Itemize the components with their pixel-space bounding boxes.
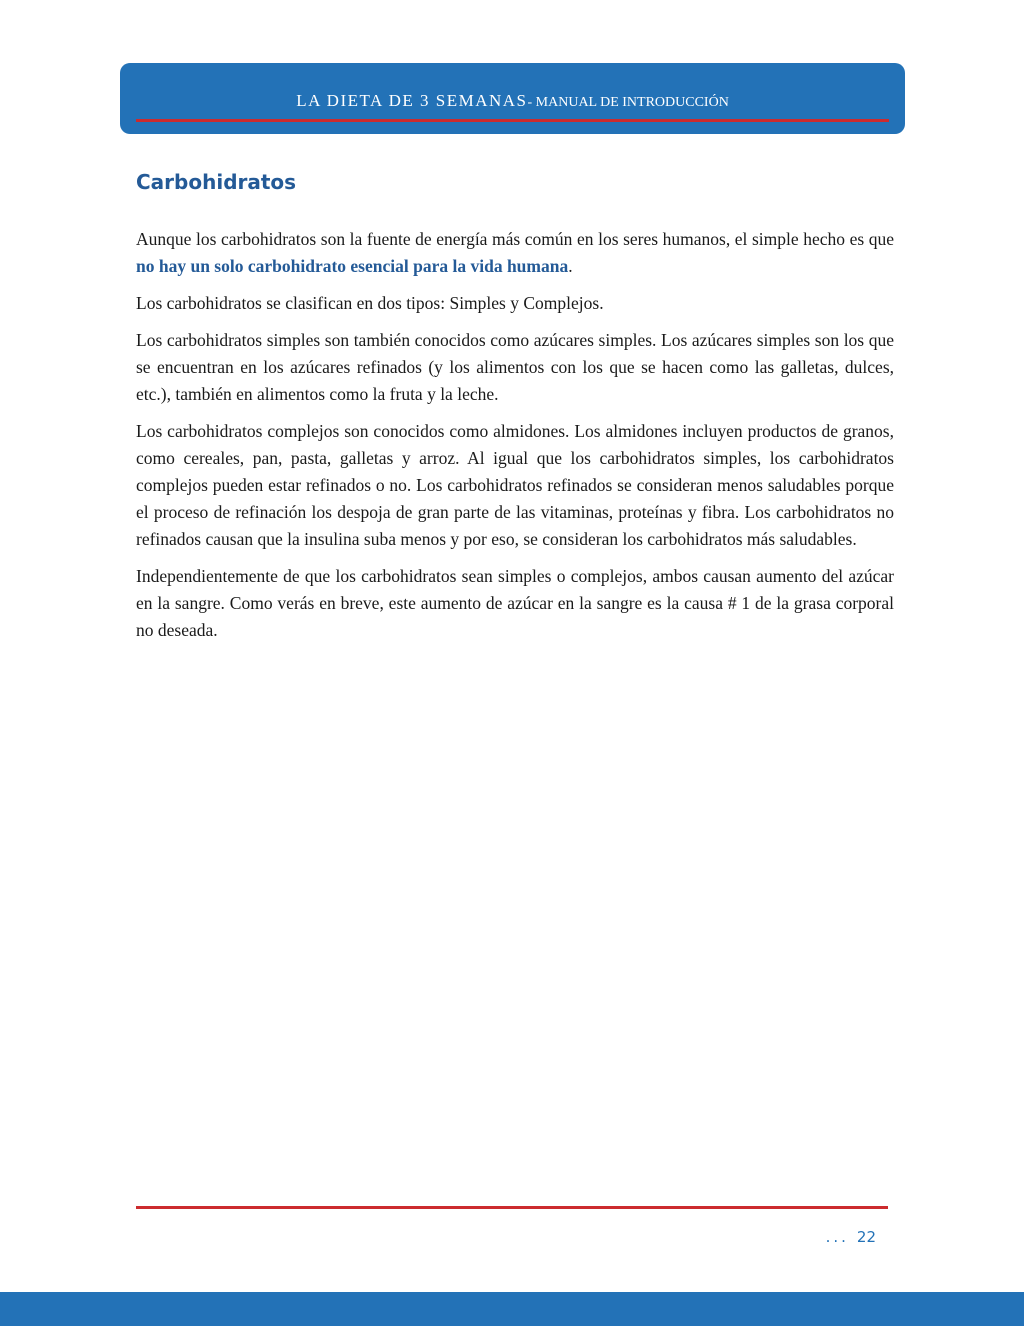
paragraph-1-text: Aunque los carbohidratos son la fuente de energía más común en los seres humanos, el simple hecho es que: [136, 229, 894, 249]
paragraph-5: Independientemente de que los carbohidratos sean simples o complejos, ambos causan aumento del azúcar en la sangre. Como verás en breve, este aumento de azúcar en la sangre es la causa # 1 de la grasa corporal no deseada.: [136, 566, 894, 640]
header-banner: [120, 63, 905, 134]
section-heading: Carbohidratos: [136, 170, 297, 194]
paragraph-2: Los carbohidratos se clasifican en dos tipos: Simples y Complejos.: [136, 293, 604, 313]
body-text: [136, 226, 894, 654]
document-title: [120, 91, 905, 111]
paragraph-1-end: .: [568, 256, 573, 276]
footer-band: [0, 1292, 1024, 1326]
paragraph-3: Los carbohidratos simples son también conocidos como azúcares simples. Los azúcares simples son los que se encuentran en los azúcares refinados (y los alimentos con los que se hacen como las galletas, dulces, etc.), también en alimentos como la fruta y la leche.: [136, 330, 894, 404]
paragraph-1: [136, 226, 894, 280]
document-title-main: LA DIETA DE 3 SEMANAS: [296, 91, 528, 110]
document-title-sub: - MANUAL DE INTRODUCCIÓN: [527, 95, 729, 110]
footer-divider: [136, 1206, 888, 1209]
page-number-value: 22: [856, 1228, 876, 1246]
page-number: [826, 1228, 876, 1246]
paragraph-1-emphasis: no hay un solo carbohidrato esencial para la vida humana: [136, 256, 569, 276]
paragraph-4: Los carbohidratos complejos son conocidos como almidones. Los almidones incluyen productos de granos, como cereales, pan, pasta, galletas y arroz. Al igual que los carbohidratos simples, los carbohidratos complejos pueden estar refinados o no. Los carbohidratos refinados se consideran menos saludables porque el proceso de refinación los despoja de gran parte de las vitaminas, proteínas y fibra. Los carbohidratos no refinados causan que la insulina suba menos y por eso, se consideran los carbohidratos más saludables.: [136, 421, 894, 549]
header-divider: [136, 119, 889, 122]
page-number-dots: ...: [825, 1228, 849, 1246]
